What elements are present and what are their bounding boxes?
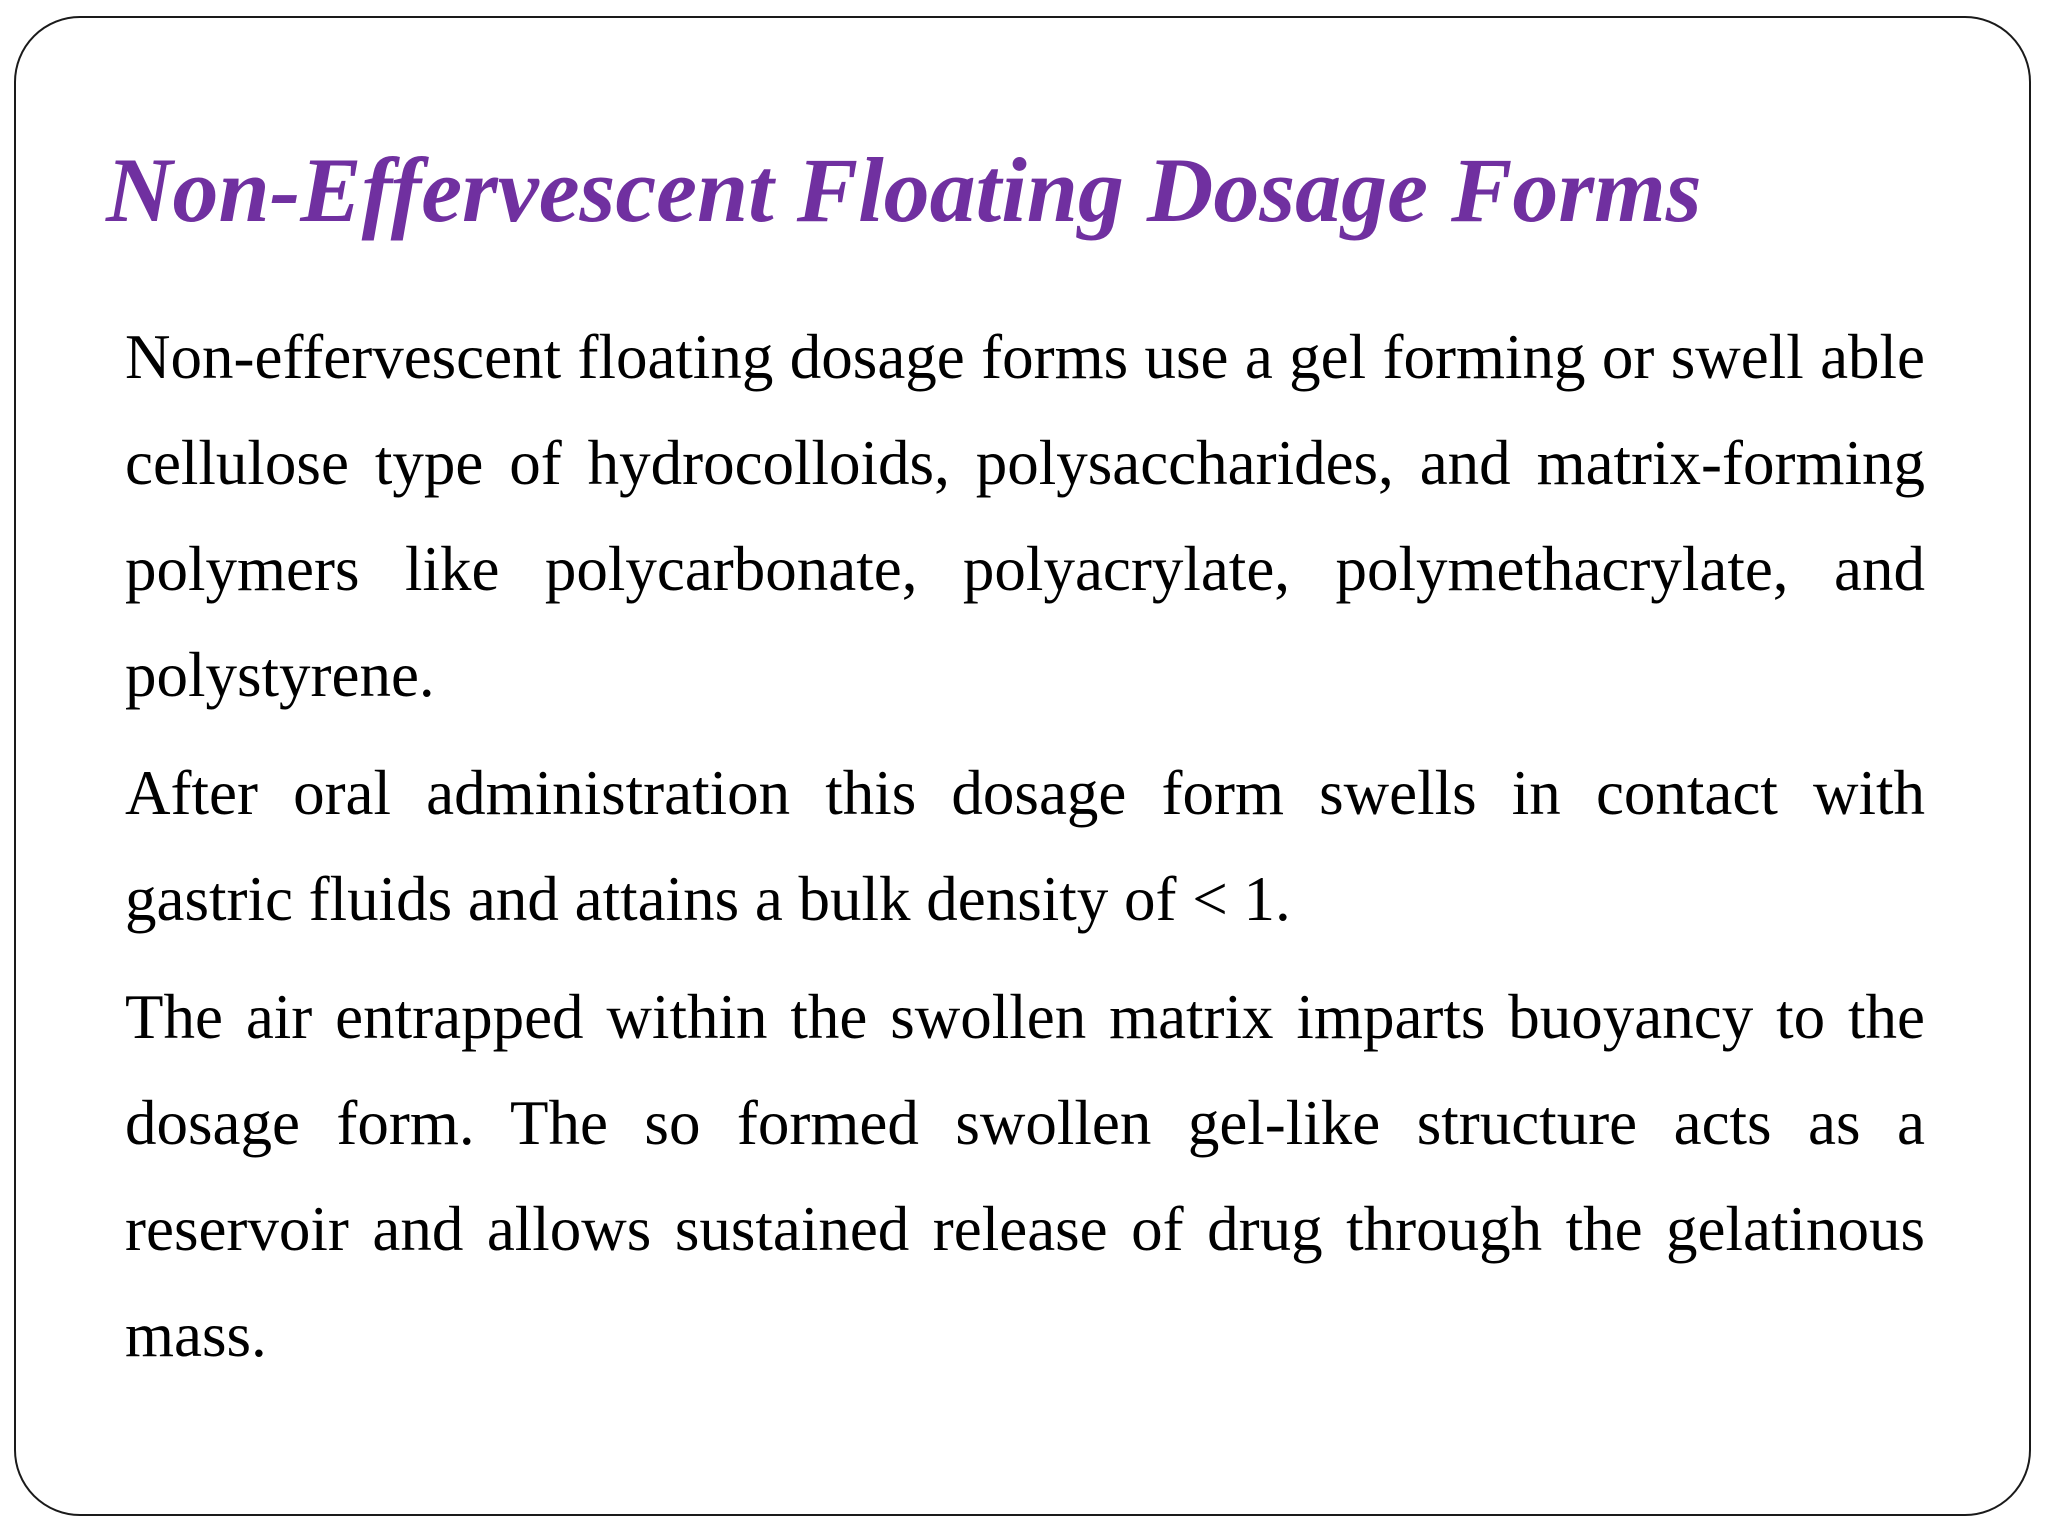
paragraph-buoyancy-mechanism: The air entrapped within the swollen matrix imparts buoyancy to the dosage form. The so formed swollen gel-like structure acts as a reservoir and allows sustained release of drug through the gelatinous mass. (125, 982, 1925, 1370)
paragraph-non-effervescent-definition: Non-effervescent floating dosage forms use a gel forming or swell able cellulose type of hydrocolloids, polysaccharides, and matrix-forming polymers like polycarbonate, polyacrylate, polymethacrylate, and polystyrene. (125, 322, 1925, 710)
paragraph-swelling-behavior: After oral administration this dosage form swells in contact with gastric fluids and attains a bulk density of < 1. (125, 758, 1925, 934)
slide-title: Non-Effervescent Floating Dosage Forms (106, 139, 1702, 241)
slide-body (125, 304, 1925, 1388)
